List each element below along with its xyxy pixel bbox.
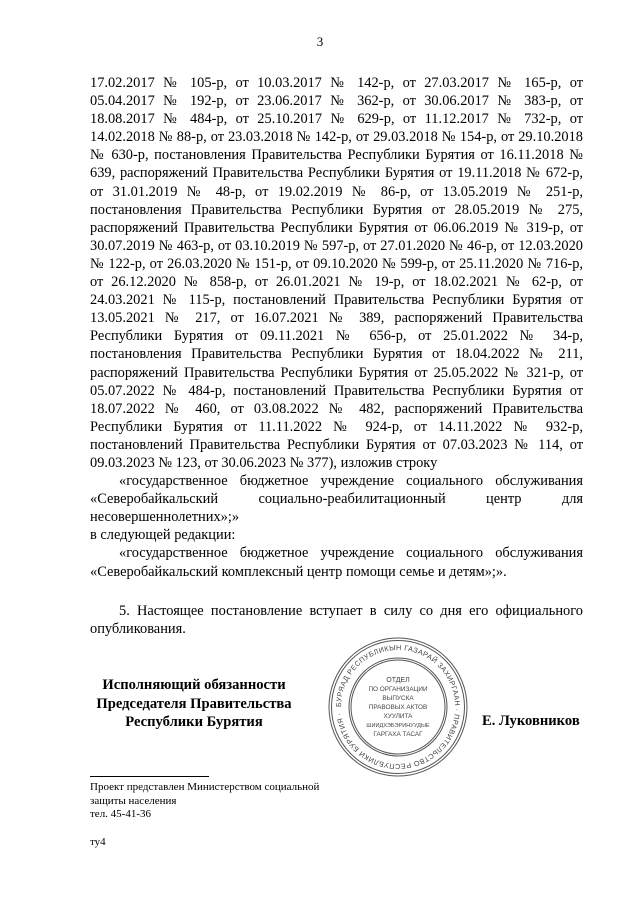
footnote-divider [90, 776, 209, 777]
seal-line: ВЫПУСКА [382, 695, 414, 702]
signatory-title [96, 676, 292, 732]
signatory-title-line: Председателя Правительства [96, 695, 292, 712]
effective-date-paragraph: 5. Настоящее постановление вступает в силу со дня его официального опубликования. [90, 602, 583, 637]
quoted-new-text: «государственное бюджетное учреждение социального обслуживания «Северобайкальский комплексный центр помощи семье и детям»;». [90, 545, 583, 580]
seal-line: ШИИДХЭБЭРИНУУДЫЕ [366, 723, 430, 729]
official-seal-stamp [327, 636, 469, 778]
amendment-paragraph: 17.02.2017 № 105-р, от 10.03.2017 № 142-р, от 27.03.2017 № 165-р, от 05.04.2017 № 192-р, от 23.06.2017 № 362-р, от 30.06.2017 № 383-р, от 18.08.2017 № 484-р, от 25.10.2017 № 629-р, от 11.12.2017 № 732-р, от 14.02.2018 № 88-р, от 23.03.2018 № 142-р, от 29.03.2018 № 154-р, от 29.10.2018 № 630-р, постановления Правительства Республики Бурятия от 16.11.2018 № 639, распоряжений Правительства Республики Бурятия от 19.11.2018 № 672-р, от 31.01.2019 № 48-р, от 19.02.2019 № 86-р, от 13.05.2019 № 251-р, постановления Правительства Республики Бурятия от 28.05.2019 № 275, распоряжений Правительства Республики Бурятия от 06.06.2019 № 319-р, от 30.07.2019 № 463-р, от 03.10.2019 № 597-р, от 27.01.2020 № 46-р, от 12.03.2020 № 122-р, от 26.03.2020 № 151-р, от 09.10.2020 № 599-р, от 25.11.2020 № 716-р, от 26.12.2020 № 858-р, от 26.01.2021 № 19-р, от 18.02.2021 № 62-р, от 24.03.2021 № 115-р, постановлений Правительства Республики Бурятия от 13.05.2021 № 217, от 16.07.2021 № 389, распоряжений Правительства Республики Бурятия от 09.11.2021 № 656-р, от 25.01.2022 № 34-р, постановления Правительства Республики Бурятия от 18.04.2022 № 211, распоряжений Правительства Республики Бурятия от 25.05.2022 № 321-р, от 05.07.2022 № 484-р, постановлений Правительства Республики Бурятия от 18.07.2022 № 460, от 03.08.2022 № 482, распоряжений Правительства Республики Бурятия от 11.11.2022 № 924-р, от 14.11.2022 № 932-р, постановлений Правительства Республики Бурятия от 07.03.2023 № 114, от 09.03.2023 № 123, от 30.06.2023 № 377), изложив строку [90, 75, 583, 471]
page-number: 3 [316, 34, 324, 49]
footnote-line: защиты населения [90, 794, 177, 807]
transition-text: в следующей редакции: [90, 527, 236, 544]
seal-line: ПО ОРГАНИЗАЦИИ [368, 686, 428, 693]
document-body [90, 74, 583, 638]
footnote-line: тел. 45-41-36 [90, 808, 152, 821]
signatory-title-line: Исполняющий обязанности [102, 677, 286, 693]
seal-line: ОТДЕЛ [386, 677, 410, 684]
footnote-line: Проект представлен Министерством социальной [90, 781, 320, 793]
signatory-name: Е. Луковников [482, 713, 580, 729]
seal-line: ПРАВОВЫХ АКТОВ [368, 704, 428, 711]
seal-ring-text: БУРЯАД РЕСПУБЛИКЫН ГАЗАРАЙ ЗАХИРГААН · ПРАВИТЕЛЬСТВО РЕСПУБЛИКИ БУРЯТИЯ · [333, 642, 463, 772]
footnote [90, 781, 319, 849]
quoted-old-text: «государственное бюджетное учреждение социального обслуживания «Северобайкальский социально-реабилитационный центр для несовершеннолетних»;» [90, 473, 583, 526]
document-code: ту4 [90, 835, 106, 848]
seal-line: ГАРГАХА ТАСАГ [373, 731, 423, 738]
seal-line: ХУУЛИТА [383, 713, 413, 720]
signatory-title-line: Республики Бурятия [125, 714, 263, 731]
